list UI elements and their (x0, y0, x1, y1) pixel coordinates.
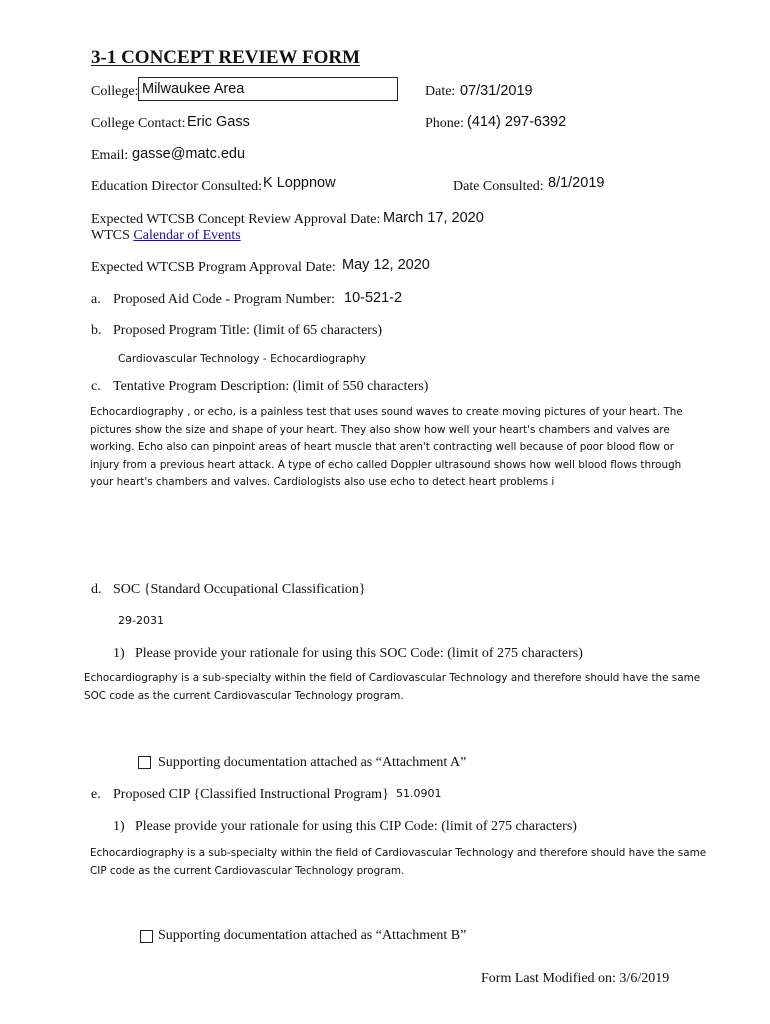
attachment-a-label: Supporting documentation attached as “Attachment A” (158, 755, 467, 770)
wtcs-prefix: WTCS (91, 228, 130, 243)
program-description-field[interactable]: Echocardiography , or echo, is a painless test that uses sound waves to create moving pictures of your heart. The pictures show the size and shape of your heart. They also show how well your heart's chambers and valves are working. Echo also can pinpoint areas of heart muscle that aren't contracting well because of poor blood flow or injury from a previous heart attack. A type of echo called Doppler ultrasound shows how well blood flows through your heart's chambers and valves. Cardiologists also use echo to detect heart problems i (90, 406, 683, 489)
program-approval-label: Expected WTCSB Program Approval Date: (91, 260, 336, 275)
program-approval-field[interactable]: May 12, 2020 (342, 257, 430, 273)
wtcs-line (91, 228, 241, 244)
attachment-b-checkbox[interactable] (140, 930, 153, 943)
item-e1-marker: 1) (113, 819, 125, 834)
item-a-marker: a. (91, 292, 101, 307)
date-field[interactable]: 07/31/2019 (460, 83, 533, 99)
program-number-field[interactable]: 10-521-2 (344, 290, 403, 306)
item-e1-label: Please provide your rationale for using this CIP Code: (limit of 275 characters) (135, 819, 577, 834)
item-d1-marker: 1) (113, 646, 125, 661)
item-b-marker: b. (91, 323, 102, 338)
date-consulted-field[interactable]: 8/1/2019 (548, 175, 605, 191)
college-field[interactable]: Milwaukee Area (138, 77, 398, 101)
program-title-field[interactable]: Cardiovascular Technology - Echocardiography (118, 353, 366, 365)
contact-field[interactable]: Eric Gass (187, 114, 250, 130)
attachment-b-label: Supporting documentation attached as “Attachment B” (158, 928, 467, 943)
edu-director-label: Education Director Consulted: (91, 179, 263, 194)
attachment-a-checkbox[interactable] (138, 756, 151, 769)
date-consulted-label: Date Consulted: (453, 179, 544, 194)
item-d1-label: Please provide your rationale for using this SOC Code: (limit of 275 characters) (135, 646, 583, 661)
email-field[interactable]: gasse@matc.edu (132, 146, 246, 162)
item-b-label: Proposed Program Title: (limit of 65 characters) (113, 323, 383, 338)
cip-rationale-field[interactable]: Echocardiography is a sub-specialty within the field of Cardiovascular Technology and therefore should have the same CIP code as the current Cardiovascular Technology program. (90, 847, 707, 877)
soc-code-field[interactable]: 29-2031 (118, 614, 164, 627)
contact-label: College Contact: (91, 116, 186, 131)
cip-code-field[interactable]: 51.0901 (396, 787, 442, 800)
college-label: College: (91, 84, 139, 99)
soc-rationale-field[interactable]: Echocardiography is a sub-specialty within the field of Cardiovascular Technology and therefore should have the same SOC code as the current Cardiovascular Technology program. (84, 672, 701, 702)
item-d-marker: d. (91, 582, 102, 597)
phone-label: Phone: (425, 116, 464, 131)
item-e-label: Proposed CIP {Classified Instructional Program} (113, 787, 389, 802)
email-label: Email: (91, 148, 129, 163)
phone-field[interactable]: (414) 297-6392 (467, 114, 567, 130)
date-label: Date: (425, 84, 456, 99)
form-modified-footer: Form Last Modified on: 3/6/2019 (481, 971, 670, 986)
item-a-label: Proposed Aid Code - Program Number: (113, 292, 336, 307)
item-d-label: SOC {Standard Occupational Classification} (113, 582, 366, 597)
form-title: 3-1 CONCEPT REVIEW FORM (91, 47, 361, 68)
edu-director-field[interactable]: K Loppnow (263, 175, 336, 191)
item-c-marker: c. (91, 379, 101, 394)
item-c-label: Tentative Program Description: (limit of 550 characters) (113, 379, 429, 394)
calendar-of-events-link[interactable]: Calendar of Events (133, 228, 241, 243)
item-e-marker: e. (91, 787, 101, 802)
concept-approval-field[interactable]: March 17, 2020 (383, 210, 484, 226)
concept-approval-label: Expected WTCSB Concept Review Approval Date: (91, 212, 381, 227)
